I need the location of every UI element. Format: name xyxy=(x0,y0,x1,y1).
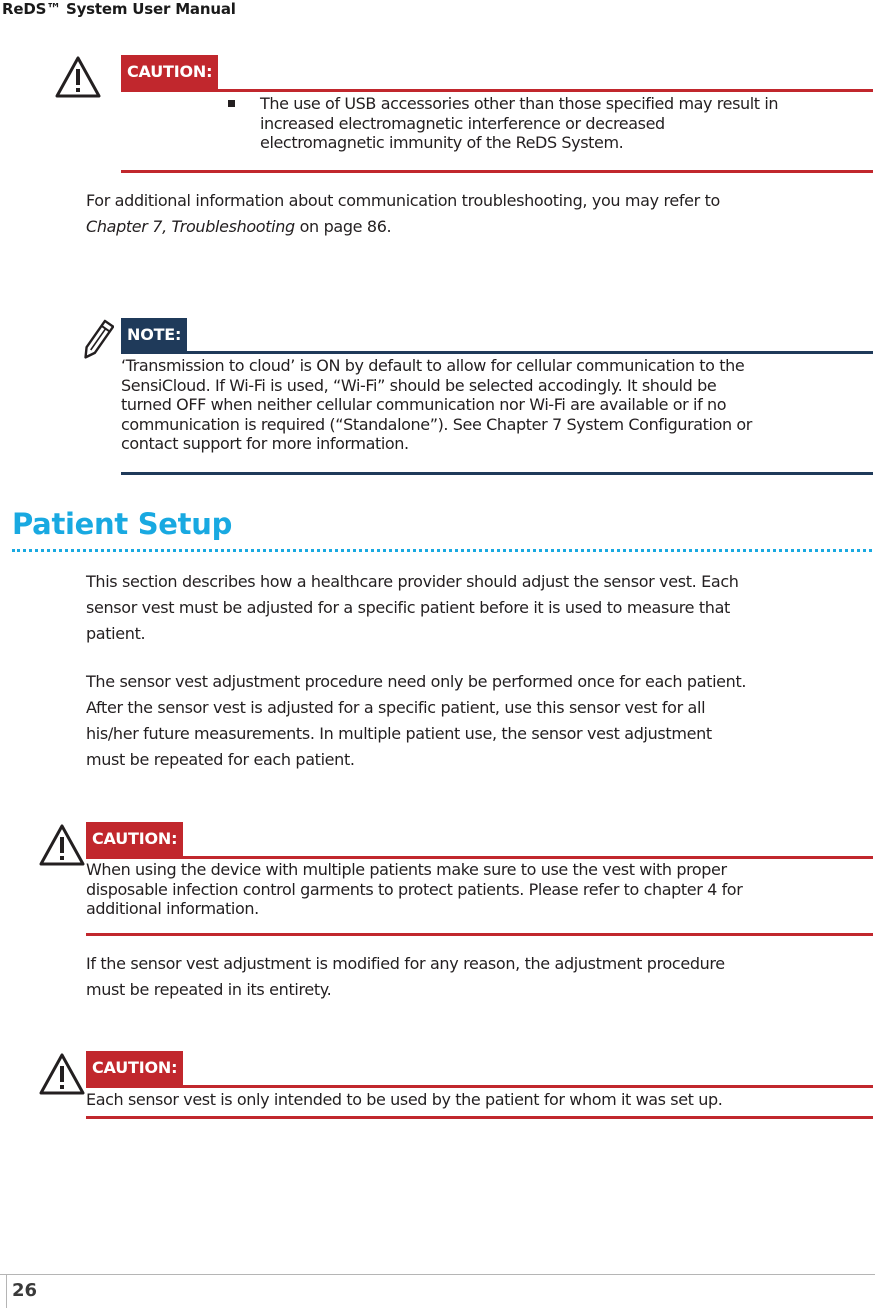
caution-bottom-rule xyxy=(86,933,873,936)
caution-label: CAUTION: xyxy=(121,55,218,89)
caution-top-rule xyxy=(86,1085,873,1088)
caution-top-rule xyxy=(86,856,873,859)
note-text: ‘Transmission to cloud’ is ON by default to allow for cellular communication to the SensiCloud. If Wi-Fi is used, “Wi-Fi” should be selected accodingly. It should be turned OFF when neither cellular communication nor Wi-Fi are available or if no communication is required (“Standalone”). See Chapter 7 System Configuration or contact support for more information. xyxy=(121,356,752,453)
warning-triangle-icon xyxy=(38,1052,86,1096)
warning-triangle-icon xyxy=(38,823,86,867)
warning-triangle-icon xyxy=(54,55,102,99)
note-label: NOTE: xyxy=(121,318,187,352)
section-dotted-rule xyxy=(12,549,872,552)
note-bottom-rule xyxy=(121,472,873,475)
caution-label: CAUTION: xyxy=(86,1051,183,1085)
document-header-title: ReDS™ System User Manual xyxy=(2,0,236,18)
bullet-square-icon xyxy=(228,100,235,107)
caution-single-patient-text: Each sensor vest is only intended to be used by the patient for whom it was set up. xyxy=(86,1090,723,1109)
section-intro-paragraph: This section describes how a healthcare provider should adjust the sensor vest. Each sensor vest must be adjusted for a specific patient before it is used to measure that patient. xyxy=(86,572,739,643)
adjustment-modified-paragraph: If the sensor vest adjustment is modified for any reason, the adjustment procedure must be repeated in its entirety. xyxy=(86,954,725,999)
caution-label: CAUTION: xyxy=(86,822,183,856)
footer-page-box-edge xyxy=(6,1274,7,1308)
troubleshooting-paragraph: For additional information about communication troubleshooting, you may refer to Chapter 7, Troubleshooting on page 86. xyxy=(86,191,720,236)
page-number: 26 xyxy=(12,1280,38,1301)
caution-bullet-text: The use of USB accessories other than those specified may result in increased electromagnetic interference or decreased electromagnetic immunity of the ReDS System. xyxy=(260,94,779,152)
caution-bottom-rule xyxy=(86,1116,873,1119)
note-top-rule xyxy=(121,351,873,354)
caution-multi-patient-text: When using the device with multiple patients make sure to use the vest with proper disposable infection control garments to protect patients. Please refer to chapter 4 for additional information. xyxy=(86,860,743,918)
pencil-note-icon xyxy=(80,318,114,364)
chapter-reference: Chapter 7, Troubleshooting xyxy=(86,217,295,236)
adjustment-procedure-paragraph: The sensor vest adjustment procedure need only be performed once for each patient. After the sensor vest is adjusted for a specific patient, use this sensor vest for all his/her future measurements. In multiple patient use, the sensor vest adjustment must be repeated for each patient. xyxy=(86,672,747,769)
caution-top-rule xyxy=(121,89,873,92)
section-title: Patient Setup xyxy=(12,507,233,541)
caution-bottom-rule xyxy=(121,170,873,173)
footer-divider xyxy=(0,1274,875,1275)
